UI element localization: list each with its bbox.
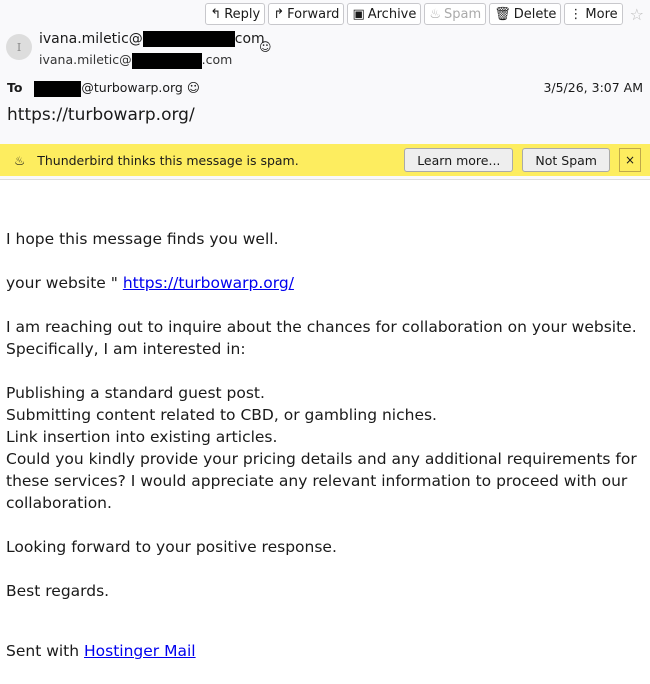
recipient[interactable]: To @turbowarp.org ☺ — [7, 80, 200, 95]
message-body — [6, 228, 646, 684]
redaction — [132, 53, 202, 69]
kebab-icon: ⋮ — [569, 6, 583, 22]
trash-icon: 🗑 — [494, 6, 511, 22]
toolbar — [205, 3, 644, 25]
delete-button[interactable]: 🗑 Delete — [489, 3, 561, 25]
body-text: Looking forward to your positive response. — [6, 538, 337, 556]
body-text: I am reaching out to inquire about the chances for collaboration on your website. Specifically, I am interested in: — [6, 318, 637, 358]
close-icon[interactable]: × — [619, 148, 641, 172]
contact-icon[interactable]: ☺ — [186, 80, 200, 95]
reply-button[interactable]: ↰ Reply — [205, 3, 265, 25]
flame-icon: ♨ — [429, 6, 442, 22]
subject: https://turbowarp.org/ — [7, 105, 195, 125]
reply-icon: ↰ — [210, 6, 222, 22]
body-text: I hope this message finds you well. — [6, 230, 279, 248]
not-spam-button[interactable]: Not Spam — [522, 148, 610, 172]
body-text: your website " https://turbowarp.org/ — [6, 274, 294, 292]
message-header — [0, 0, 650, 180]
website-link[interactable]: https://turbowarp.org/ — [122, 274, 294, 292]
more-button[interactable]: ⋮ More — [564, 3, 622, 25]
spam-button[interactable]: ♨ Spam — [424, 3, 486, 25]
sender-address[interactable]: ivana.miletic@ .com — [39, 52, 233, 67]
signature: Sent with Hostinger Mail — [6, 642, 196, 660]
avatar: I — [6, 34, 32, 60]
forward-button[interactable]: ↱ Forward — [268, 3, 344, 25]
contact-icon[interactable]: ☺ — [259, 40, 272, 54]
forward-icon: ↱ — [273, 6, 285, 22]
spam-message: Thunderbird thinks this message is spam. — [37, 152, 299, 168]
body-text: Best regards. — [6, 582, 110, 600]
archive-button[interactable]: ▣ Archive — [347, 3, 421, 25]
learn-more-button[interactable]: Learn more... — [404, 148, 513, 172]
spam-notification-bar — [0, 144, 650, 176]
redaction — [34, 81, 81, 97]
sender-name[interactable]: ivana.miletic@ com — [39, 31, 265, 47]
redaction — [143, 31, 235, 47]
star-icon[interactable]: ☆ — [629, 4, 644, 24]
hostinger-link[interactable]: Hostinger Mail — [84, 642, 196, 660]
body-list: Publishing a standard guest post. Submitting content related to CBD, or gambling niches. Link insertion into existing articles. Could you kindly provide your pricing details and any additional requirements for these services? I would appreciate any relevant information to proceed with our collaboration. — [6, 384, 637, 512]
archive-icon: ▣ — [352, 6, 365, 22]
date: 3/5/26, 3:07 AM — [543, 80, 643, 95]
flame-icon: ♨ — [14, 152, 26, 168]
